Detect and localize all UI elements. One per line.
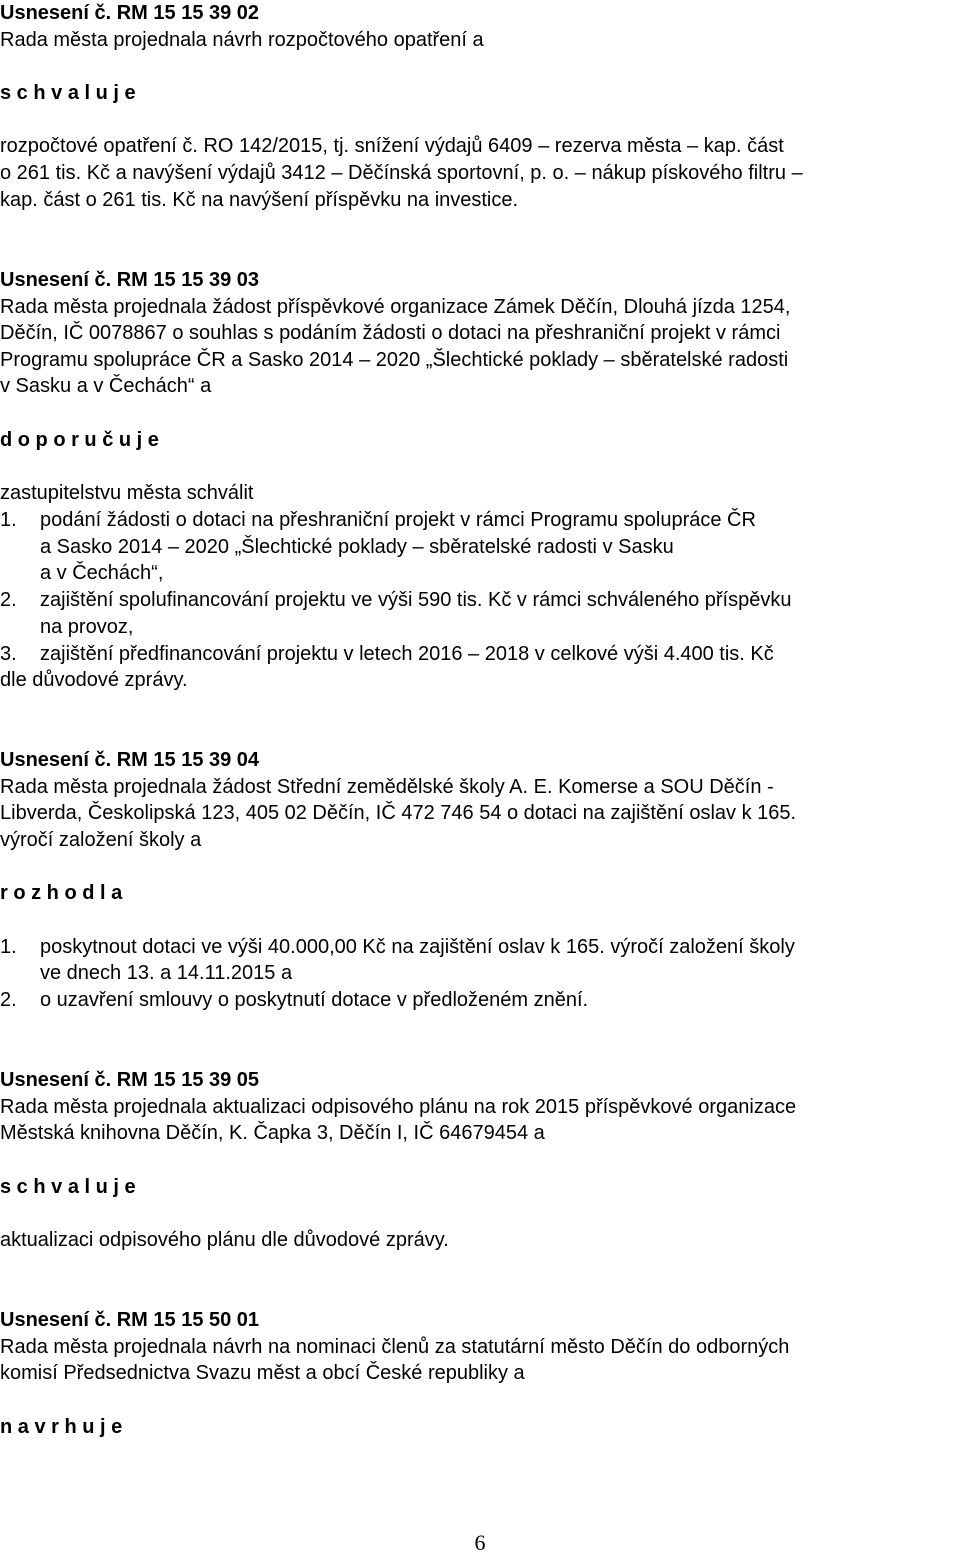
page-number: 6 <box>474 1530 486 1555</box>
resolution-intro-line: v Sasku a v Čechách“ a <box>0 375 212 397</box>
list-line-row <box>40 614 958 641</box>
heading-number: RM 15 15 50 01 <box>116 1309 260 1331</box>
resolution-closing: dle důvodové zprávy. <box>0 669 188 691</box>
list-line: zajištění předfinancování projektu v letech 2016 – 2018 v celkové výši 4.400 tis. Kč <box>40 643 774 665</box>
resolution-intro-line: Programu spolupráce ČR a Sasko 2014 – 2020 „Šlechtické poklady – sběratelské radosti <box>0 349 789 371</box>
resolution-body: aktualizaci odpisového plánu dle důvodové zprávy. <box>0 1229 449 1251</box>
resolution-intro-line: Rada města projednala aktualizaci odpisového plánu na rok 2015 příspěvkové organizace <box>0 1096 797 1118</box>
resolution-intro-line: komisí Předsednictva Svazu měst a obcí České republiky a <box>0 1362 525 1384</box>
list-line-row <box>40 560 958 587</box>
resolution-intro-line: Rada města projednala návrh na nominaci členů za statutární město Děčín do odborných <box>0 1336 790 1358</box>
list-item <box>0 987 958 1014</box>
resolution-body-line: rozpočtové opatření č. RO 142/2015, tj. snížení výdajů 6409 – rezerva města – kap. část <box>0 135 784 157</box>
heading-number: RM 15 15 39 05 <box>116 1069 260 1091</box>
resolution-heading <box>0 1307 958 1334</box>
list-item <box>0 934 958 961</box>
list-number: 1. <box>0 509 17 531</box>
list-line: poskytnout dotaci ve výši 40.000,00 Kč na zajištění oslav k 165. výročí založení školy <box>40 936 795 958</box>
list-line: ve dnech 13. a 14.11.2015 a <box>40 962 293 984</box>
resolution-intro-line: výročí založení školy a <box>0 829 202 851</box>
list-line: o uzavření smlouvy o poskytnutí dotace v předloženém znění. <box>40 989 589 1011</box>
resolution-verb: d o p o r u č u j e <box>0 429 159 451</box>
list-number: 1. <box>0 936 17 958</box>
list-number: 2. <box>0 589 17 611</box>
heading-number: RM 15 15 39 02 <box>116 2 260 24</box>
heading-number: RM 15 15 39 04 <box>116 749 260 771</box>
list-number: 2. <box>0 989 17 1011</box>
list-line: zajištění spolufinancování projektu ve výši 590 tis. Kč v rámci schváleného příspěvku <box>40 589 792 611</box>
resolution-intro: Rada města projednala návrh rozpočtového opatření a <box>0 29 484 51</box>
list-item <box>0 507 958 534</box>
list-line: podání žádosti o dotaci na přeshraniční projekt v rámci Programu spolupráce ČR <box>40 509 756 531</box>
resolution-verb: n a v r h u j e <box>0 1416 123 1438</box>
resolution-heading <box>0 267 958 294</box>
resolution-heading <box>0 0 958 27</box>
resolution-intro-line: Rada města projednala žádost Střední zemědělské školy A. E. Komerse a SOU Děčín - <box>0 776 774 798</box>
resolution-intro-line: Libverda, Českolipská 123, 405 02 Děčín, IČ 472 746 54 o dotaci na zajištění oslav k 165. <box>0 802 797 824</box>
list-line: a v Čechách“, <box>40 562 164 584</box>
resolution-verb: r o z h o d l a <box>0 882 123 904</box>
list-line: na provoz, <box>40 616 134 638</box>
resolution-lead: zastupitelstvu města schválit <box>0 482 254 504</box>
heading-prefix: Usnesení č. <box>0 269 112 291</box>
resolution-verb: s c h v a l u j e <box>0 1176 136 1198</box>
list-line-row <box>40 960 958 987</box>
heading-number: RM 15 15 39 03 <box>116 269 260 291</box>
list-item <box>0 641 958 668</box>
resolution-intro-line: Rada města projednala žádost příspěvkové organizace Zámek Děčín, Dlouhá jízda 1254, <box>0 296 791 318</box>
heading-prefix: Usnesení č. <box>0 2 112 24</box>
heading-prefix: Usnesení č. <box>0 1069 112 1091</box>
resolution-intro-line: Městská knihovna Děčín, K. Čapka 3, Děčín I, IČ 64679454 a <box>0 1122 545 1144</box>
list-line-row <box>40 534 958 561</box>
list-line: a Sasko 2014 – 2020 „Šlechtické poklady – sběratelské radosti v Sasku <box>40 536 674 558</box>
resolution-body-line: o 261 tis. Kč a navýšení výdajů 3412 – Děčínská sportovní, p. o. – nákup pískového filtru – <box>0 162 803 184</box>
resolution-verb: s c h v a l u j e <box>0 82 136 104</box>
resolution-body-line: kap. část o 261 tis. Kč na navýšení příspěvku na investice. <box>0 189 519 211</box>
heading-prefix: Usnesení č. <box>0 1309 112 1331</box>
heading-prefix: Usnesení č. <box>0 749 112 771</box>
list-item <box>0 587 958 614</box>
resolution-heading <box>0 747 958 774</box>
list-number: 3. <box>0 643 17 665</box>
resolution-intro-line: Děčín, IČ 0078867 o souhlas s podáním žádosti o dotaci na přeshraniční projekt v rámci <box>0 322 781 344</box>
resolution-heading <box>0 1067 958 1094</box>
